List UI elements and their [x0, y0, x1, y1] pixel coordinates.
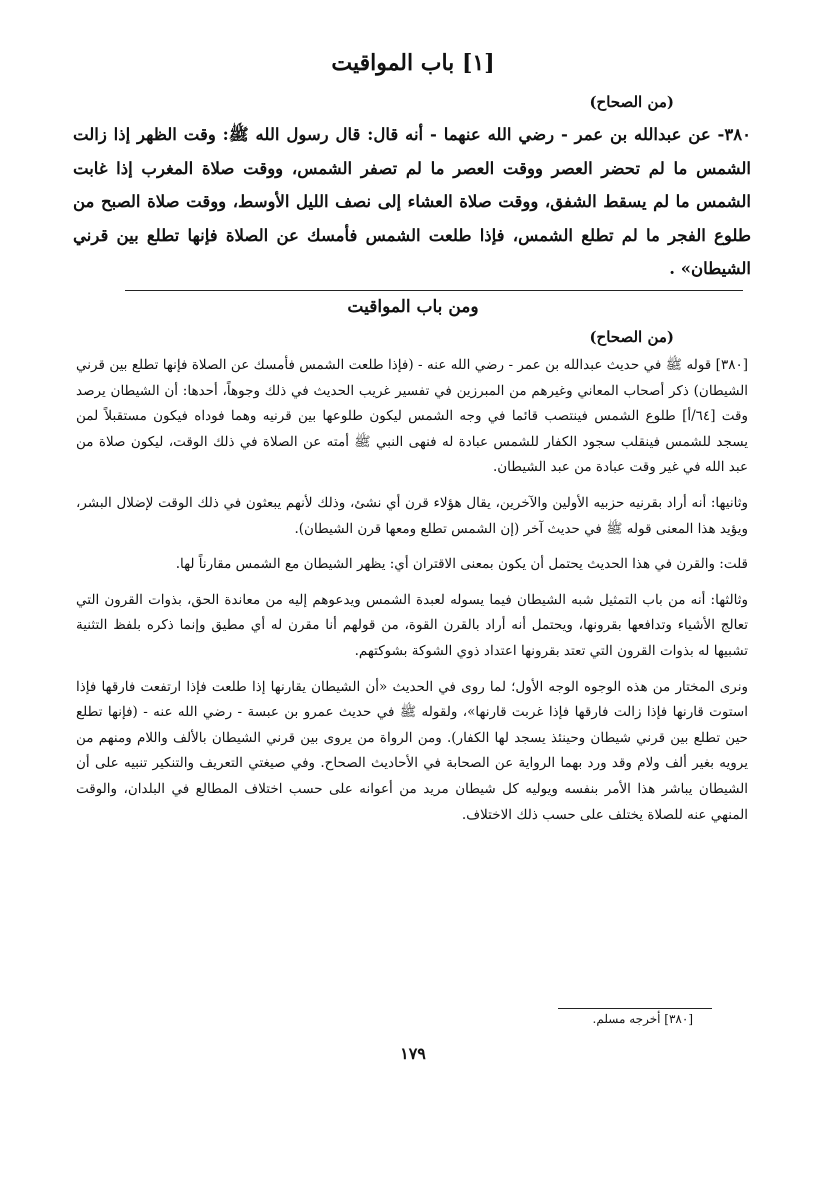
commentary-paragraph: وثالثها: أنه من باب التمثيل شبه الشيطان فيما يسوله لعبدة الشمس ويدعوهم إليه من معاندة الحق، بذوات القرون التي تعالج الأشياء وتدافعها بقرونها، ويحتمل أنه أراد بالقرن القوة، من قولهم أنا مقرن له أي مطيق وإنما ذكره بلفظ التثنية تشبيها له بذوات القرون التي تعتد بقرونها اعتداد ذوي الشوكة بشوكتهم.	[76, 591, 748, 659]
commentary-paragraph: [٣٨٠] قوله ﷺ في حديث عبدالله بن عمر - رضي الله عنه - (فإذا طلعت الشمس فأمسك عن الصلاة فإنها تطلع بين قرني الشيطان) ذكر أصحاب المعاني وغيرهم من المبرزين في تفسير غريب الحديث في ذلك وجوهاً، أحدها: أن الشيطان يرصد وقت [٦٤/أ] طلوع الشمس فينتصب قائما في وجه الشمس ليكون طلوعها بين قرنيه وهما فوداه فيكون مستقبلاً لمن يسجد للشمس فينقلب سجود الكفار للشمس عبادة له فنهى النبي ﷺ أمته عن الصلاة في ذلك الوقت، ليكون صلاة من عبد الله في غير وقت عبادة من عبد الشيطان.	[76, 357, 748, 476]
section-divider	[125, 290, 743, 291]
section-label: (من الصحاح)	[589, 328, 674, 346]
commentary-paragraph: وثانيها: أنه أراد بقرنيه حزبيه الأولين والآخرين، يقال هؤلاء قرن أي نشئ، وذلك لأنهم يبعثون في ذلك الوقت لإضلال البشر، ويؤيد هذا المعنى قوله ﷺ في حديث آخر (إن الشمس تطلع ومعها قرن الشيطان).	[76, 494, 748, 537]
hadith-text: ٣٨٠- عن عبدالله بن عمر - رضي الله عنهما - أنه قال: قال رسول الله ﷺ: وقت الظهر إذا زالت الشمس ما لم تحضر العصر ووقت العصر ما لم تصفر الشمس، ووقت صلاة المغرب إذا غابت الشمس ما لم يسقط الشفق، ووقت صلاة العشاء إلى نصف الليل الأوسط، ووقت صلاة الصبح من طلوع الفجر ما لم تطلع الشمس، فإذا طلعت الشمس فأمسك عن الصلاة فإنها تطلع بين قرني الشيطان» .	[73, 125, 751, 278]
commentary-paragraph: ونرى المختار من هذه الوجوه الوجه الأول؛ لما روى في الحديث «أن الشيطان يقارنها إذا طلعت فإذا ارتفعت فارقها فإذا استوت قارنها فإذا زالت فارقها فإذا غربت قارنها»، ولقوله ﷺ في حديث عمرو بن عبسة - رضي الله عنه - (فإنها تطلع حين تطلع بين قرني شيطان وحينئذ يسجد لها الكفار). ومن الرواة من يروى بين قرني الشيطان بالألف واللام ومنهم من يرويه بغير ألف ولام وقد ورد بهما الرواية عن الصحابة في الأحاديث الصحاح. وفي صيغتي التعريف والتنكير تنبيه على أن الشيطان يباشر هذا الأمر بنفسه ويوليه كل شيطان مريد من أعوانه على حسب اختلاف المطالع في البلدان، والوقت المنهي عنه للصلاة يختلف على حسب ذلك الاختلاف.	[76, 678, 748, 823]
commentary	[76, 353, 748, 838]
section-label: (من الصحاح)	[589, 93, 674, 111]
footnote: [٣٨٠] أخرجه مسلم.	[592, 1012, 693, 1026]
commentary-paragraph: قلت: والقرن في هذا الحديث يحتمل أن يكون بمعنى الاقتران أي: يظهر الشيطان مع الشمس مقارناً لها.	[175, 556, 748, 573]
sub-title: ومن باب المواقيت	[347, 297, 479, 317]
chapter-title: [١] باب المواقيت	[331, 50, 495, 76]
page-number: ١٧٩	[400, 1044, 426, 1063]
footnote-rule	[558, 1008, 712, 1009]
